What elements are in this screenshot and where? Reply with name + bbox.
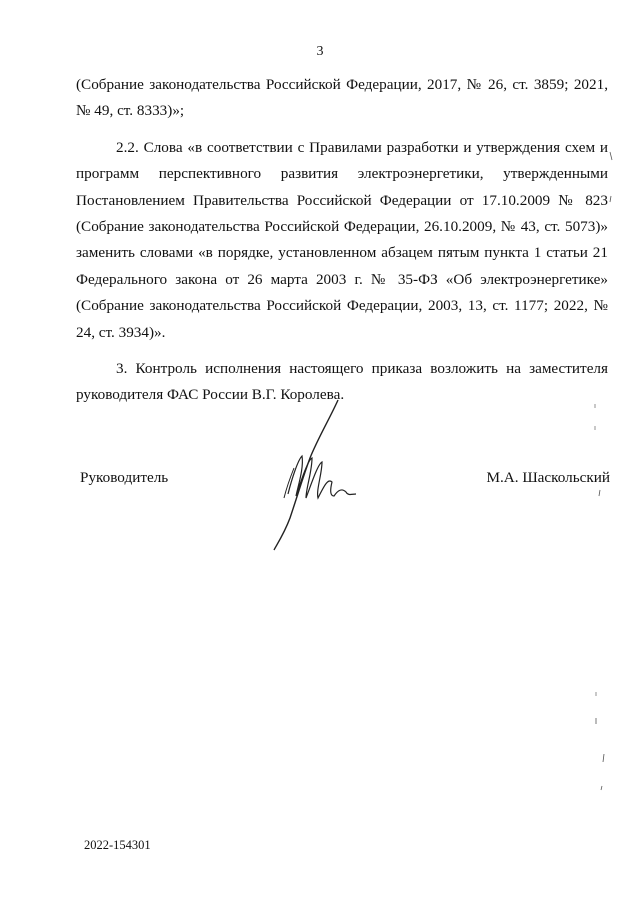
signatory-title: Руководитель bbox=[80, 469, 169, 486]
scan-artifact bbox=[590, 400, 604, 510]
paragraph-2-2: 2.2. Слова «в соответствии с Правилами разработки и утверждения схем и программ перспективного развития электроэнергетики, утвержденными Постановлением Правительства Российской Федерации от 17.10.2009 № 823 (Собрание законодательства Российской Федерации, 26.10.2009, № 43, ст. 5073)» заменить словами «в порядке, установленном абзацем пятым пункта 1 статьи 21 Федерального закона от 26 марта 2003 г. № 35-ФЗ «Об электроэнергетике» (Собрание законодательства Российской Федерации, 2003, 13, ст. 1177; 2022, № 24, ст. 3934)». bbox=[76, 138, 608, 341]
document-body bbox=[76, 72, 608, 419]
scan-artifact bbox=[602, 150, 616, 220]
signatory-name: М.А. Шаскольский bbox=[486, 469, 610, 486]
handwritten-signature bbox=[268, 398, 378, 553]
page-number: 3 bbox=[316, 44, 324, 59]
paragraph-continuation: (Собрание законодательства Российской Федерации, 2017, № 26, ст. 3859; 2021, № 49, ст. 8333)»; bbox=[76, 76, 608, 120]
scan-artifact bbox=[590, 690, 610, 800]
document-number: 2022-154301 bbox=[84, 838, 151, 852]
paragraph-3: 3. Контроль исполнения настоящего приказа возложить на заместителя руководителя ФАС России В.Г. Королева. bbox=[76, 360, 608, 404]
